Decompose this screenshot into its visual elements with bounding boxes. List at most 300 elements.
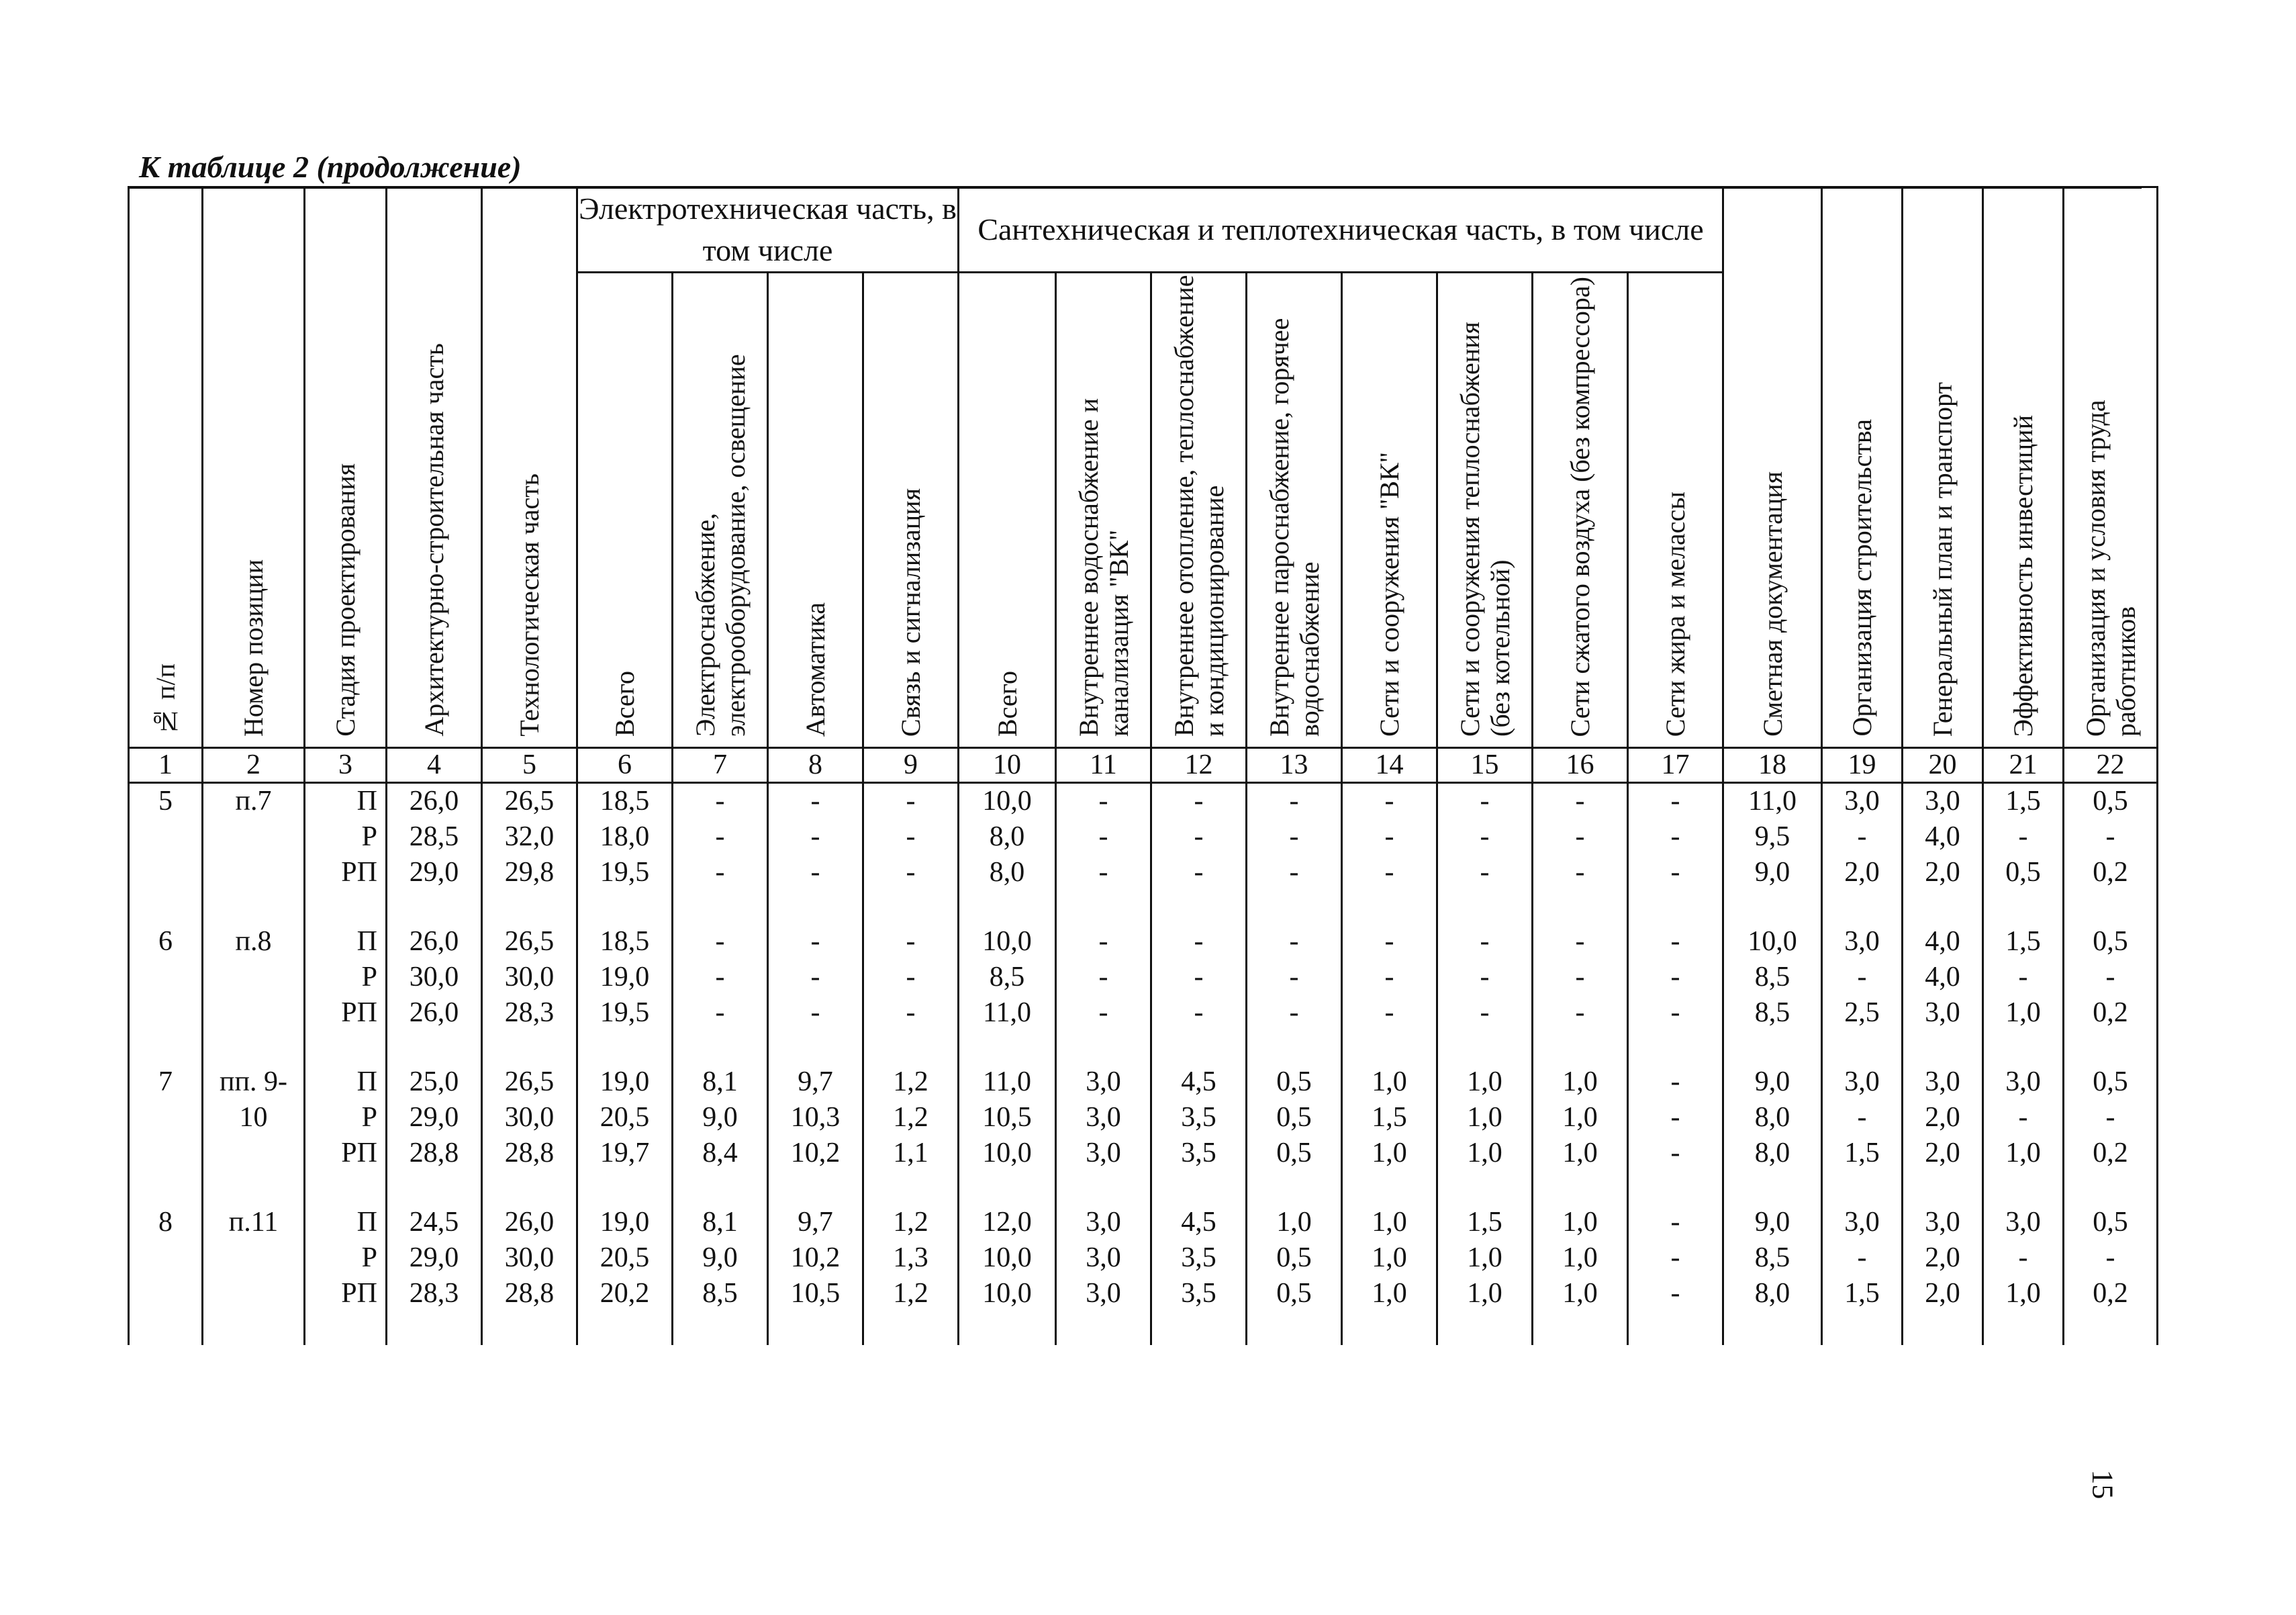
row-number: 5 xyxy=(158,786,173,817)
spacer-cell xyxy=(2064,1171,2158,1205)
cell-col-11 xyxy=(1056,783,1151,891)
spacer-cell xyxy=(1822,890,1903,924)
column-header-1 xyxy=(129,187,203,748)
cell-value: - xyxy=(715,857,725,888)
column-number: 8 xyxy=(768,748,863,783)
cell-value: 9,0 xyxy=(702,1242,738,1273)
cell-value: 18,5 xyxy=(600,786,650,817)
stage-value: РП xyxy=(341,1138,377,1168)
spacer-cell xyxy=(1247,890,1342,924)
spacer-cell xyxy=(1983,890,2064,924)
cell-value: 8,1 xyxy=(702,1207,738,1238)
spacer-cell xyxy=(203,1031,305,1064)
cell-value: 9,7 xyxy=(798,1066,833,1097)
cell-value: 0,5 xyxy=(2093,1207,2128,1238)
cell-value: 1,2 xyxy=(893,1066,928,1097)
cell-value: - xyxy=(1289,857,1299,888)
cell-value: 1,2 xyxy=(893,1278,928,1309)
row-number: 6 xyxy=(158,926,173,957)
spacer-cell xyxy=(1983,1031,2064,1064)
spacer-cell xyxy=(1151,890,1247,924)
spacer-cell xyxy=(387,1031,482,1064)
cell-no xyxy=(129,924,203,1031)
cell-value: - xyxy=(715,821,725,852)
cell-value: - xyxy=(810,962,820,993)
cell-col-10 xyxy=(959,1205,1056,1311)
cell-value: 0,2 xyxy=(2093,997,2128,1028)
cell-stages xyxy=(305,1205,387,1311)
stage-value: РП xyxy=(341,1278,377,1309)
cell-value: - xyxy=(1289,821,1299,852)
cell-value: 26,5 xyxy=(504,786,555,817)
cell-col-7 xyxy=(673,783,768,891)
cell-col-19 xyxy=(1822,924,1903,1031)
cell-value: 1,3 xyxy=(893,1242,928,1273)
cell-value: 10,0 xyxy=(982,926,1032,957)
cell-value: 25,0 xyxy=(409,1066,459,1097)
spacer-cell xyxy=(1903,1171,1983,1205)
cell-value: 28,8 xyxy=(504,1138,555,1168)
cell-position xyxy=(203,1064,305,1171)
column-number: 5 xyxy=(482,748,577,783)
cell-value: - xyxy=(715,962,725,993)
column-header-5 xyxy=(482,187,577,748)
cell-col-14 xyxy=(1342,783,1437,891)
cell-value: - xyxy=(906,857,916,888)
column-header-label: Сметная документация xyxy=(1757,471,1788,737)
column-header-21 xyxy=(1983,187,2064,748)
cell-value: 3,0 xyxy=(1844,1066,1880,1097)
cell-value: - xyxy=(906,821,916,852)
cell-value: 3,0 xyxy=(1086,1138,1121,1168)
cell-value: 1,0 xyxy=(1562,1278,1598,1309)
column-number: 7 xyxy=(673,748,768,783)
column-header-label: Сети и сооружения "ВК" xyxy=(1374,451,1404,737)
column-header-14 xyxy=(1342,273,1437,748)
spacer-cell xyxy=(1628,1171,1723,1205)
spacer-cell xyxy=(1151,1171,1247,1205)
cell-value: 0,5 xyxy=(1276,1242,1312,1273)
cell-value: - xyxy=(1098,926,1108,957)
column-header-8 xyxy=(768,273,863,748)
spacer-cell xyxy=(959,890,1056,924)
cell-value: 3,5 xyxy=(1181,1242,1216,1273)
cell-value: 26,5 xyxy=(504,1066,555,1097)
cell-col-6 xyxy=(577,924,673,1031)
cell-col-14 xyxy=(1342,1205,1437,1311)
cell-col-8 xyxy=(768,1064,863,1171)
cell-value: - xyxy=(1480,926,1490,957)
cell-value: - xyxy=(1575,857,1585,888)
cell-value: 2,0 xyxy=(1925,1102,1960,1133)
cell-value: - xyxy=(810,821,820,852)
cell-value: - xyxy=(1670,821,1680,852)
cell-col-19 xyxy=(1822,783,1903,891)
cell-value: 9,0 xyxy=(702,1102,738,1133)
cell-col-8 xyxy=(768,783,863,891)
spacer-cell xyxy=(1151,1311,1247,1345)
column-number: 14 xyxy=(1342,748,1437,783)
column-number: 15 xyxy=(1437,748,1533,783)
cell-value: - xyxy=(2105,1102,2115,1133)
cell-col-21 xyxy=(1983,783,2064,891)
cell-value: - xyxy=(1384,962,1394,993)
cell-value: 30,0 xyxy=(409,962,459,993)
spacer-cell xyxy=(673,1171,768,1205)
cell-value: 4,0 xyxy=(1925,821,1960,852)
cell-value: 1,0 xyxy=(1276,1207,1312,1238)
cell-value: 30,0 xyxy=(504,962,555,993)
cell-col-21 xyxy=(1983,924,2064,1031)
spacer-cell xyxy=(577,1171,673,1205)
column-header-label: Внутреннее отопление, теплоснабжение и кондиционирование xyxy=(1168,275,1229,737)
cell-col-8 xyxy=(768,924,863,1031)
cell-stages xyxy=(305,924,387,1031)
cell-value: 1,0 xyxy=(1467,1138,1502,1168)
spacer-cell xyxy=(305,890,387,924)
cell-position xyxy=(203,1205,305,1311)
row-spacer xyxy=(129,1031,2158,1064)
spacer-cell xyxy=(482,1031,577,1064)
row-number: 8 xyxy=(158,1207,173,1238)
cell-value: - xyxy=(1194,962,1204,993)
spacer-cell xyxy=(1437,1031,1533,1064)
cell-col-22 xyxy=(2064,783,2158,891)
column-number: 18 xyxy=(1723,748,1822,783)
cell-value: - xyxy=(2018,962,2028,993)
cell-stages xyxy=(305,783,387,891)
column-header-label: Технологическая часть xyxy=(514,473,544,737)
cell-value: 8,5 xyxy=(1754,962,1790,993)
cell-value: 26,0 xyxy=(504,1207,555,1238)
cell-value: 10,5 xyxy=(790,1278,841,1309)
cell-value: - xyxy=(1670,1066,1680,1097)
cell-value: - xyxy=(2018,1242,2028,1273)
cell-value: - xyxy=(1670,857,1680,888)
spacer-cell xyxy=(1342,1171,1437,1205)
spacer-cell xyxy=(1628,1031,1723,1064)
column-number: 10 xyxy=(959,748,1056,783)
cell-value: 29,0 xyxy=(409,1242,459,1273)
cell-value: 3,0 xyxy=(2005,1207,2041,1238)
cell-value: 8,5 xyxy=(702,1278,738,1309)
cell-value: 19,5 xyxy=(600,997,650,1028)
stage-value: П xyxy=(356,1207,377,1238)
cell-value: - xyxy=(1857,1242,1867,1273)
cell-col-10 xyxy=(959,924,1056,1031)
cell-value: 9,5 xyxy=(1754,821,1790,852)
column-number: 22 xyxy=(2064,748,2158,783)
cell-value: - xyxy=(810,997,820,1028)
cell-col-6 xyxy=(577,1064,673,1171)
cell-col-7 xyxy=(673,1064,768,1171)
cell-value: - xyxy=(2018,1102,2028,1133)
column-header-label: Внутреннее водоснабжение и канализация "ВК" xyxy=(1073,398,1134,737)
cell-value: - xyxy=(2105,962,2115,993)
cell-col-12 xyxy=(1151,783,1247,891)
cell-col-13 xyxy=(1247,783,1342,891)
spacer-cell xyxy=(482,890,577,924)
cell-stages xyxy=(305,1064,387,1171)
position-number: пп. 9-10 xyxy=(220,1066,287,1133)
cell-value: 2,0 xyxy=(1925,857,1960,888)
column-header-label: № п/п xyxy=(150,663,181,737)
cell-col-20 xyxy=(1903,783,1983,891)
cell-value: 10,5 xyxy=(982,1102,1032,1133)
spacer-cell xyxy=(305,1311,387,1345)
cell-value: 0,5 xyxy=(2093,926,2128,957)
cell-col-5 xyxy=(482,1205,577,1311)
cell-value: - xyxy=(1289,962,1299,993)
column-header-label: Всего xyxy=(992,670,1022,737)
cell-value: - xyxy=(1670,1207,1680,1238)
table-caption: К таблице 2 (продолжение) xyxy=(139,150,522,184)
cell-position xyxy=(203,924,305,1031)
spacer-cell xyxy=(1056,1171,1151,1205)
cell-value: 8,5 xyxy=(1754,997,1790,1028)
cell-value: 1,5 xyxy=(2005,926,2041,957)
cell-value: 8,0 xyxy=(989,821,1025,852)
cell-value: 28,3 xyxy=(504,997,555,1028)
column-header-3 xyxy=(305,187,387,748)
cell-col-20 xyxy=(1903,924,1983,1031)
cell-value: 0,5 xyxy=(1276,1102,1312,1133)
column-number: 2 xyxy=(203,748,305,783)
cell-value: - xyxy=(1194,926,1204,957)
spacer-cell xyxy=(1151,1031,1247,1064)
cell-col-11 xyxy=(1056,924,1151,1031)
column-header-17 xyxy=(1628,273,1723,748)
group-header-santech: Сантехническая и теплотехническая часть, в том числе xyxy=(959,187,1723,273)
cell-value: 8,1 xyxy=(702,1066,738,1097)
cell-col-17 xyxy=(1628,1205,1723,1311)
cell-value: 4,5 xyxy=(1181,1207,1216,1238)
cell-col-13 xyxy=(1247,924,1342,1031)
spacer-cell xyxy=(1056,1031,1151,1064)
cell-value: - xyxy=(810,926,820,957)
cell-value: 1,0 xyxy=(1372,1207,1407,1238)
column-number: 17 xyxy=(1628,748,1723,783)
cell-value: 8,5 xyxy=(989,962,1025,993)
cell-value: 28,5 xyxy=(409,821,459,852)
spacer-cell xyxy=(768,1171,863,1205)
cell-value: 1,0 xyxy=(1467,1278,1502,1309)
cell-value: - xyxy=(1480,962,1490,993)
spacer-cell xyxy=(2064,1311,2158,1345)
column-header-label: Архитектурно-строительная часть xyxy=(419,343,449,737)
spacer-cell xyxy=(2064,1031,2158,1064)
column-number: 19 xyxy=(1822,748,1903,783)
cell-col-4 xyxy=(387,1205,482,1311)
cell-value: - xyxy=(1384,857,1394,888)
cell-col-17 xyxy=(1628,924,1723,1031)
cell-value: 3,0 xyxy=(1925,1066,1960,1097)
spacer-cell xyxy=(959,1311,1056,1345)
cell-value: 32,0 xyxy=(504,821,555,852)
cell-position xyxy=(203,783,305,891)
group-header-electro: Электротехническая часть, в том числе xyxy=(577,187,959,273)
cell-value: 4,0 xyxy=(1925,926,1960,957)
cell-value: 24,5 xyxy=(409,1207,459,1238)
cell-value: 9,0 xyxy=(1754,1207,1790,1238)
cell-col-15 xyxy=(1437,924,1533,1031)
cell-col-16 xyxy=(1533,1205,1628,1311)
cell-col-16 xyxy=(1533,1064,1628,1171)
column-header-label: Организация строительства xyxy=(1847,419,1877,737)
spacer-cell xyxy=(1533,1031,1628,1064)
cell-value: 9,7 xyxy=(798,1207,833,1238)
cell-value: 1,0 xyxy=(1562,1066,1598,1097)
cell-value: 12,0 xyxy=(982,1207,1032,1238)
cell-value: 2,0 xyxy=(1844,857,1880,888)
cell-value: - xyxy=(906,926,916,957)
cell-value: 8,0 xyxy=(989,857,1025,888)
cell-col-22 xyxy=(2064,1205,2158,1311)
spacer-cell xyxy=(1056,890,1151,924)
column-number: 12 xyxy=(1151,748,1247,783)
spacer-cell xyxy=(1056,1311,1151,1345)
cell-value: - xyxy=(1670,997,1680,1028)
column-number: 11 xyxy=(1056,748,1151,783)
cell-value: 1,0 xyxy=(1467,1102,1502,1133)
column-header-10 xyxy=(959,273,1056,748)
cell-value: - xyxy=(1289,786,1299,817)
spacer-cell xyxy=(1342,1311,1437,1345)
spacer-cell xyxy=(577,1031,673,1064)
cell-value: 3,0 xyxy=(1086,1066,1121,1097)
cell-value: - xyxy=(906,997,916,1028)
cell-value: 1,5 xyxy=(1467,1207,1502,1238)
spacer-cell xyxy=(482,1311,577,1345)
table-row xyxy=(129,783,2158,891)
cell-value: - xyxy=(1857,1102,1867,1133)
cell-value: - xyxy=(2105,821,2115,852)
spacer-cell xyxy=(863,1311,959,1345)
cell-value: - xyxy=(1575,821,1585,852)
spacer-cell xyxy=(129,1031,203,1064)
column-header-16 xyxy=(1533,273,1628,748)
cell-value: 1,0 xyxy=(1372,1278,1407,1309)
cell-value: - xyxy=(1098,997,1108,1028)
cell-value: 0,5 xyxy=(1276,1138,1312,1168)
cell-value: - xyxy=(810,786,820,817)
column-header-label: Сети сжатого воздуха (без компрессора) xyxy=(1565,276,1595,737)
column-number-row xyxy=(129,748,2158,783)
spacer-cell xyxy=(1437,890,1533,924)
column-number: 1 xyxy=(129,748,203,783)
spacer-cell xyxy=(1533,890,1628,924)
column-header-2 xyxy=(203,187,305,748)
cell-value: 19,0 xyxy=(600,962,650,993)
spacer-cell xyxy=(768,890,863,924)
cell-value: - xyxy=(1098,821,1108,852)
cell-value: - xyxy=(906,962,916,993)
stage-value: Р xyxy=(361,1102,377,1133)
cell-value: - xyxy=(715,926,725,957)
cell-value: 3,0 xyxy=(1844,1207,1880,1238)
cell-value: 28,3 xyxy=(409,1278,459,1309)
cell-no xyxy=(129,1205,203,1311)
cell-value: 0,5 xyxy=(2093,786,2128,817)
column-header-18 xyxy=(1723,187,1822,748)
cell-value: 10,0 xyxy=(982,1278,1032,1309)
spacer-cell xyxy=(203,1171,305,1205)
spacer-cell xyxy=(1822,1171,1903,1205)
cell-value: 19,0 xyxy=(600,1207,650,1238)
cell-col-16 xyxy=(1533,783,1628,891)
column-header-4 xyxy=(387,187,482,748)
cell-value: - xyxy=(1857,962,1867,993)
position-number: п.11 xyxy=(228,1207,279,1238)
column-header-label: Внутреннее пароснабжение, горячее водоснабжение xyxy=(1263,318,1325,737)
column-number: 16 xyxy=(1533,748,1628,783)
cell-value: 19,0 xyxy=(600,1066,650,1097)
cell-value: 3,0 xyxy=(1086,1278,1121,1309)
column-header-label: Генеральный план и транспорт xyxy=(1927,381,1958,737)
spacer-cell xyxy=(863,890,959,924)
cell-value: - xyxy=(1575,786,1585,817)
cell-value: 10,2 xyxy=(790,1242,841,1273)
spacer-cell xyxy=(387,890,482,924)
cell-value: 30,0 xyxy=(504,1102,555,1133)
cell-col-4 xyxy=(387,1064,482,1171)
stage-value: Р xyxy=(361,1242,377,1273)
header-row-groups xyxy=(129,187,2158,273)
cell-col-19 xyxy=(1822,1205,1903,1311)
cell-value: - xyxy=(1194,821,1204,852)
cell-col-10 xyxy=(959,783,1056,891)
column-header-13 xyxy=(1247,273,1342,748)
cell-value: 2,0 xyxy=(1925,1278,1960,1309)
cell-value: - xyxy=(1098,962,1108,993)
column-number: 3 xyxy=(305,748,387,783)
spacer-cell xyxy=(305,1031,387,1064)
spacer-cell xyxy=(959,1171,1056,1205)
column-header-22 xyxy=(2064,187,2158,748)
cell-col-14 xyxy=(1342,924,1437,1031)
spacer-cell xyxy=(1628,1311,1723,1345)
spacer-cell xyxy=(673,890,768,924)
cell-value: 20,5 xyxy=(600,1242,650,1273)
column-number: 21 xyxy=(1983,748,2064,783)
cell-value: - xyxy=(715,997,725,1028)
cell-value: 1,0 xyxy=(1467,1242,1502,1273)
cell-col-17 xyxy=(1628,1064,1723,1171)
cell-value: 0,5 xyxy=(1276,1066,1312,1097)
cell-value: 2,5 xyxy=(1844,997,1880,1028)
cell-value: 10,3 xyxy=(790,1102,841,1133)
stage-value: П xyxy=(356,926,377,957)
position-number: п.7 xyxy=(235,786,272,817)
cell-value: 2,0 xyxy=(1925,1138,1960,1168)
spacer-cell xyxy=(1723,1171,1822,1205)
spacer-cell xyxy=(1247,1031,1342,1064)
cell-value: - xyxy=(906,786,916,817)
cell-value: 10,0 xyxy=(982,1138,1032,1168)
row-spacer xyxy=(129,890,2158,924)
cell-col-12 xyxy=(1151,924,1247,1031)
cell-value: - xyxy=(1480,997,1490,1028)
cell-value: 3,5 xyxy=(1181,1102,1216,1133)
spacer-cell xyxy=(1903,1031,1983,1064)
cell-value: - xyxy=(1575,997,1585,1028)
cell-value: 1,0 xyxy=(1562,1207,1598,1238)
cell-value: 29,8 xyxy=(504,857,555,888)
cell-value: - xyxy=(1670,1242,1680,1273)
cell-value: - xyxy=(1480,821,1490,852)
cell-value: - xyxy=(1670,926,1680,957)
cell-value: 3,0 xyxy=(1086,1207,1121,1238)
